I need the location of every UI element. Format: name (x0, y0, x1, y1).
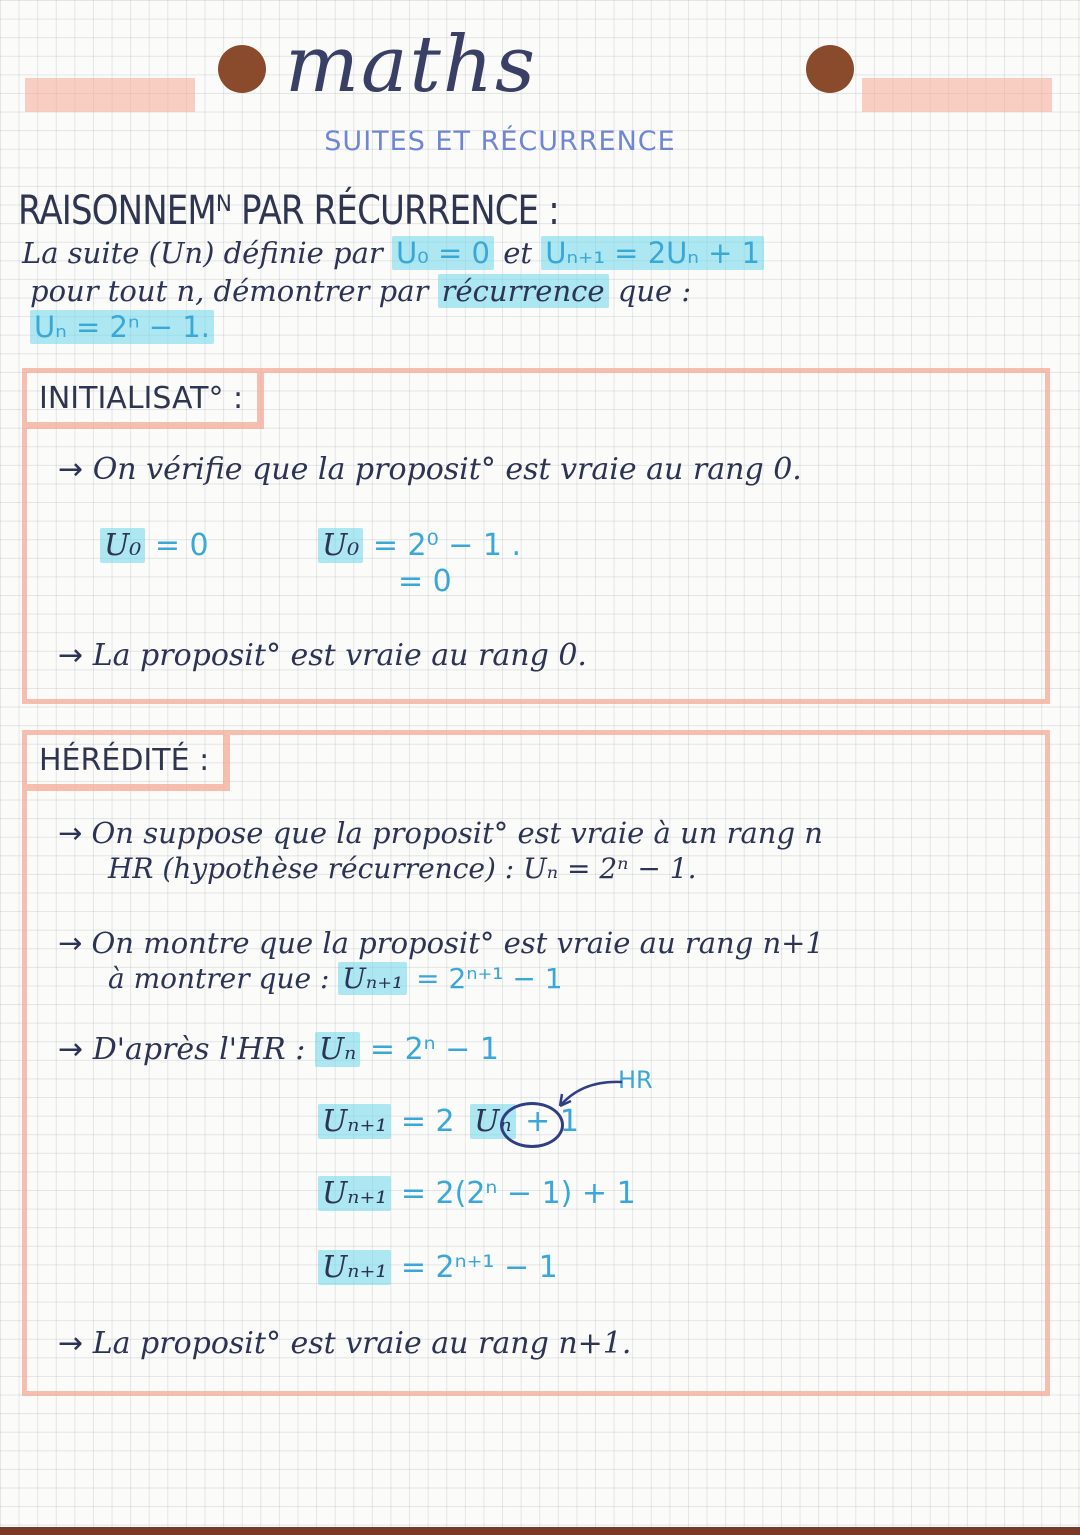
hered-line-5 (58, 1032, 499, 1067)
intro-target-formula: Uₙ = 2ⁿ − 1. (30, 310, 214, 344)
init-line-1 (58, 452, 802, 487)
init-text-2: La proposit° est vraie au rang 0. (92, 638, 587, 673)
intro-line-3 (30, 310, 214, 344)
intro-line-2 (30, 274, 691, 308)
heredite-label: HÉRÉDITÉ : (27, 735, 230, 791)
hered-hr-formula: Uₙ = 2ⁿ − 1. (523, 852, 697, 885)
hered-line-2 (108, 852, 696, 885)
arrow-icon: → (58, 452, 84, 487)
init-u0-b-result: = 0 (398, 564, 452, 599)
arrow-icon: → (58, 926, 83, 960)
hered-text-1: On suppose que la proposit° est vraie à un rang n (91, 816, 823, 850)
intro-text-2: pour tout n, démontrer par (30, 274, 429, 308)
title-band-left (25, 78, 195, 112)
page-subtitle: SUITES ET RÉCURRENCE (324, 126, 676, 157)
hered-show-text: à montrer que : (108, 962, 330, 995)
arrow-icon: → (58, 638, 84, 673)
intro-et: et (503, 236, 533, 270)
hered-apres-symbol: Uₙ (315, 1032, 360, 1067)
intro-text: La suite (Un) définie par (22, 236, 383, 270)
eq2-rhs: = 2(2ⁿ − 1) + 1 (400, 1176, 636, 1211)
eq2-lhs: Uₙ₊₁ (318, 1176, 391, 1211)
init-u0-a-symbol: U₀ (100, 528, 145, 563)
intro-u0: U₀ = 0 (392, 236, 494, 270)
intro-recurrence-word: récurrence (438, 274, 609, 308)
init-line-2 (58, 638, 587, 673)
hered-line-1 (58, 816, 823, 850)
eq1-end: + 1 (525, 1104, 579, 1139)
hered-eq-2 (318, 1176, 636, 1211)
hered-hr-text: HR (hypothèse récurrence) : (108, 852, 515, 885)
hered-line-4 (108, 962, 563, 995)
eq3-lhs: Uₙ₊₁ (318, 1250, 391, 1285)
section-heading: RAISONNEMᴺ PAR RÉCURRENCE : (18, 188, 559, 234)
init-u0-a-value: = 0 (154, 528, 209, 563)
init-u0-a (100, 528, 209, 563)
init-u0-b-value: = 2⁰ − 1 . (372, 528, 522, 563)
eq1-un: Uₙ (470, 1104, 515, 1139)
intro-recurrence-formula: Uₙ₊₁ = 2Uₙ + 1 (541, 236, 764, 270)
initialisation-label: INITIALISAT° : (27, 373, 264, 429)
hered-eq-3 (318, 1250, 558, 1285)
arrow-icon: → (58, 1326, 84, 1361)
init-u0-b-symbol: U₀ (318, 528, 363, 563)
init-u0-b (318, 528, 521, 563)
eq1-mid: = 2 (400, 1104, 455, 1139)
eq1-lhs: Uₙ₊₁ (318, 1104, 391, 1139)
hered-apres-formula: = 2ⁿ − 1 (369, 1032, 499, 1067)
intro-que: que : (617, 274, 692, 308)
hered-text-3: On montre que la proposit° est vraie au rang n+1 (91, 926, 824, 960)
init-text-1: On vérifie que la proposit° est vraie au rang 0. (92, 452, 802, 487)
hr-circle (500, 1102, 564, 1148)
page-title: maths (285, 20, 538, 110)
title-dot-right (806, 45, 854, 93)
hered-show-symbol: Uₙ₊₁ (338, 962, 407, 995)
intro-line-1 (22, 236, 764, 270)
hered-apres-text: D'après l'HR : (92, 1032, 306, 1067)
page-bottom-edge (0, 1527, 1080, 1535)
eq3-rhs: = 2ⁿ⁺¹ − 1 (400, 1250, 558, 1285)
hered-conclusion-text: La proposit° est vraie au rang n+1. (92, 1326, 632, 1361)
hered-line-3 (58, 926, 824, 960)
hered-conclusion (58, 1326, 631, 1361)
title-dot-left (218, 45, 266, 93)
hered-show-formula: = 2ⁿ⁺¹ − 1 (416, 962, 563, 995)
hr-annotation: HR (618, 1066, 653, 1094)
title-band-right (862, 78, 1052, 112)
arrow-icon: → (58, 816, 83, 850)
arrow-icon: → (58, 1032, 84, 1067)
